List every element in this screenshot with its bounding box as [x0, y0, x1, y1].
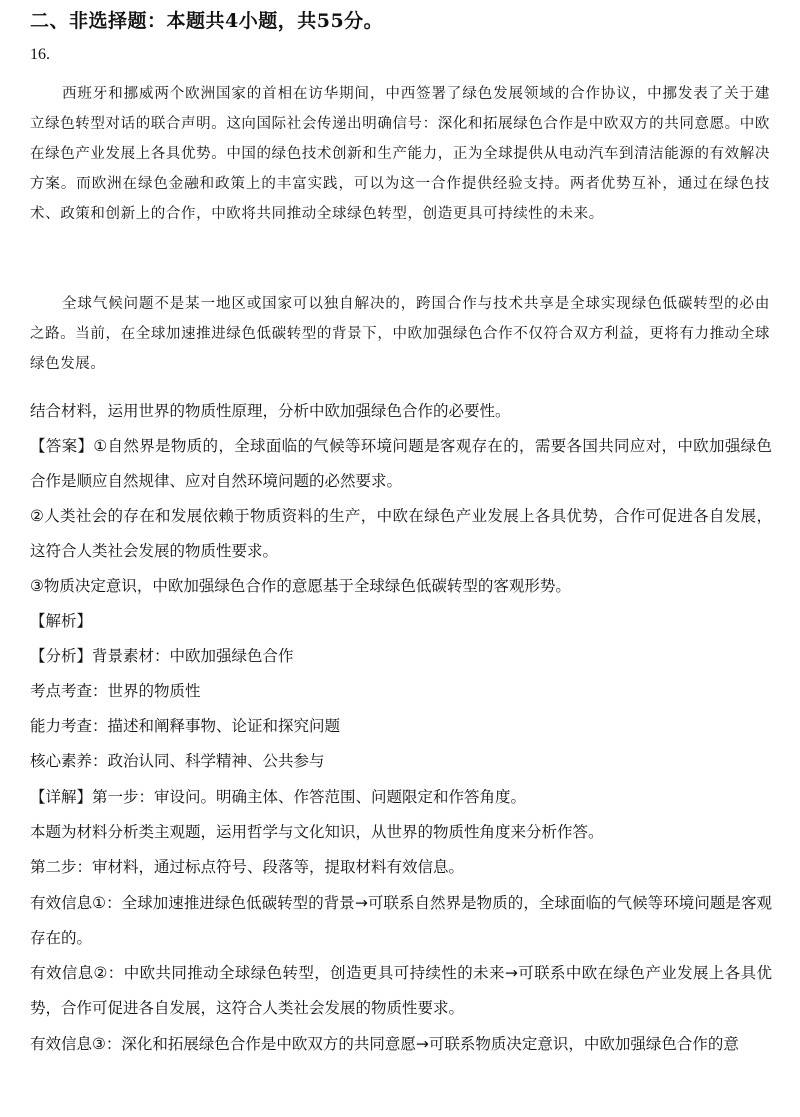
answer-point-2: ②人类社会的存在和发展依赖于物质资料的生产，中欧在绿色产业发展上各具优势，合作可促进各自发展，这符合人类社会发展的物质性要求。: [30, 507, 772, 560]
answer-point-3: ③物质决定意识，中欧加强绿色合作的意愿基于全球绿色低碳转型的客观形势。: [30, 577, 571, 595]
answer-point-1: [30, 429, 772, 499]
effective-info-3: 有效信息③：深化和拓展绿色合作是中欧双方的共同意愿→可联系物质决定意识，中欧加强绿色合作的意: [30, 1035, 739, 1053]
question-number: 16.: [30, 46, 50, 63]
section-title: 二、非选择题：本题共4小题，共55分。: [30, 10, 384, 32]
background-text: 背景素材：中欧加强绿色合作: [92, 647, 294, 665]
answer-label: 【答案】: [30, 437, 94, 455]
answer-point-1-text: ①自然界是物质的，全球面临的气候等环境问题是客观存在的，需要各国共同应对，中欧加强绿色合作是顺应自然规律、应对自然环境问题的必然要求。: [30, 437, 772, 490]
analysis-kaodian: 考点考查：世界的物质性: [30, 682, 201, 700]
detail-step-2: 第二步：审材料，通过标点符号、段落等，提取材料有效信息。: [30, 858, 465, 876]
question-prompt: 结合材料，运用世界的物质性原理，分析中欧加强绿色合作的必要性。: [30, 402, 511, 420]
step-1-text: 第一步：审设问。明确主体、作答范围、问题限定和作答角度。: [92, 788, 527, 806]
material-paragraph-1: 西班牙和挪威两个欧洲国家的首相在访华期间，中西签署了绿色发展领域的合作协议，中挪发表了关于建立绿色转型对话的联合声明。这向国际社会传递出明确信号：深化和拓展绿色合作是中欧双方的共同意愿。中欧在绿色产业发展上各具优势。中国的绿色技术创新和生产能力，正为全球提供从电动汽车到清洁能源的有效解决方案。而欧洲在绿色金融和政策上的丰富实践，可以为这一合作提供经验支持。两者优势互补，通过在绿色技术、政策和创新上的合作，中欧将共同推动全球绿色转型，创造更具可持续性的未来。: [30, 86, 770, 222]
effective-info-1: 有效信息①：全球加速推进绿色低碳转型的背景→可联系自然界是物质的，全球面临的气候等环境问题是客观存在的。: [30, 894, 772, 947]
detail-step-1: [30, 780, 772, 815]
analysis-label: 【解析】: [30, 612, 93, 630]
fenxi-label: 【分析】: [30, 647, 93, 665]
effective-info-2: 有效信息②：中欧共同推动全球绿色转型，创造更具可持续性的未来→可联系中欧在绿色产业发展上各具优势，合作可促进各自发展，这符合人类社会发展的物质性要求。: [30, 964, 772, 1017]
analysis-suyang: 核心素养：政治认同、科学精神、公共参与: [30, 752, 325, 770]
material-paragraph-2: 全球气候问题不是某一地区或国家可以独自解决的，跨国合作与技术共享是全球实现绿色低碳转型的必由之路。当前，在全球加速推进绿色低碳转型的背景下，中欧加强绿色合作不仅符合双方利益，更将有力推动全球绿色发展。: [30, 296, 770, 372]
analysis-nengli: 能力考查：描述和阐释事物、论证和探究问题: [30, 717, 341, 735]
analysis-background: [30, 639, 772, 674]
xiangjie-label: 【详解】: [30, 788, 93, 806]
detail-step-1-explanation: 本题为材料分析类主观题，运用哲学与文化知识，从世界的物质性角度来分析作答。: [30, 823, 604, 841]
